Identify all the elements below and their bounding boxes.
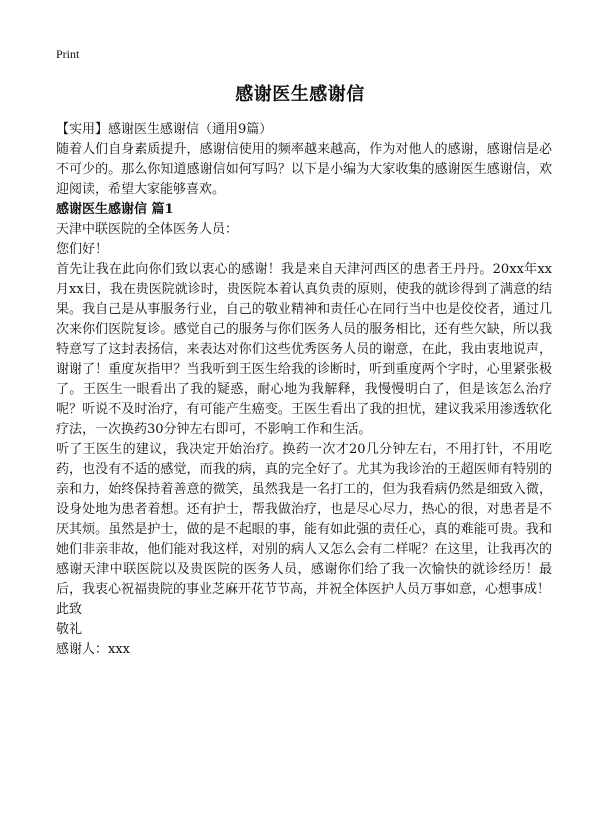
salutation: 天津中联医院的全体医务人员： — [56, 222, 239, 237]
body-paragraph-2: 听了王医生的建议，我决定开始治疗。换药一次才20几分钟左右，不用打针，不用吃药，也没有不适的感觉，而我的病，真的完全好了。尤其为我诊治的王超医师有特别的亲和力，始终保持着善意的微笑，虽然我是一名打工的，但为我看病仍然是细致入微，设身处地为患者着想。还有护士，帮我做治疗，也是尽心尽力，热心的很，对患者是不厌其烦。虽然是护士，做的是不起眼的事，能有如此强的责任心，真的难能可贵。我和她们非亲非故，他们能对我这样，对别的病人又怎么会有二样呢？在这里，让我再次的感谢天津中联医院以及贵医院的医务人员，感谢你们给了我一次愉快的就诊经历！最后，我衷心祝福贵院的事业芝麻开花节节高，并祝全体医护人员万事如意，心想事成！ — [56, 442, 552, 597]
signature: 感谢人：xxx — [56, 642, 130, 657]
print-link[interactable]: Print — [56, 47, 80, 61]
intro-paragraph: 随着人们自身素质提升，感谢信使用的频率越来越高，作为对他人的感谢，感谢信是必不可少的。那么你知道感谢信如何写吗？以下是小编为大家收集的感谢医生感谢信，欢迎阅读，希望大家能够喜欢。 — [56, 142, 552, 197]
body-paragraph-1: 首先让我在此向你们致以衷心的感谢！我是来自天津河西区的患者王丹丹。20xx年xx月xx日，我在贵医院就诊时，贵医院本着认真负责的原则，使我的就诊得到了满意的结果。我自己是从事服务行业，自己的敬业精神和责任心在同行当中也是佼佼者，通过几次来你们医院复诊。感觉自己的服务与你们医务人员的服务相比，还有些欠缺，所以我特意写了这封表扬信，来表达对你们这些优秀医务人员的谢意，在此，我由衷地说声，谢谢了！重度灰指甲？当我听到王医生给我的诊断时，听到重度两个字时，心里紧张极了。王医生一眼看出了我的疑惑，耐心地为我解释，我慢慢明白了，但是该怎么治疗呢？听说不及时治疗，有可能产生癌变。王医生看出了我的担忧，建议我采用渗透软化疗法，一次换药30分钟左右即可，不影响工作和生活。 — [56, 262, 552, 437]
document-subtitle: 【实用】感谢医生感谢信（通用9篇） — [56, 122, 273, 137]
greeting: 您们好！ — [56, 242, 109, 257]
document-body — [56, 120, 552, 660]
closing-line-2: 敬礼 — [56, 622, 83, 637]
closing-line-1: 此致 — [56, 602, 83, 617]
page-title: 感谢医生感谢信 — [235, 84, 365, 105]
section-heading: 感谢医生感谢信 篇1 — [56, 202, 174, 217]
